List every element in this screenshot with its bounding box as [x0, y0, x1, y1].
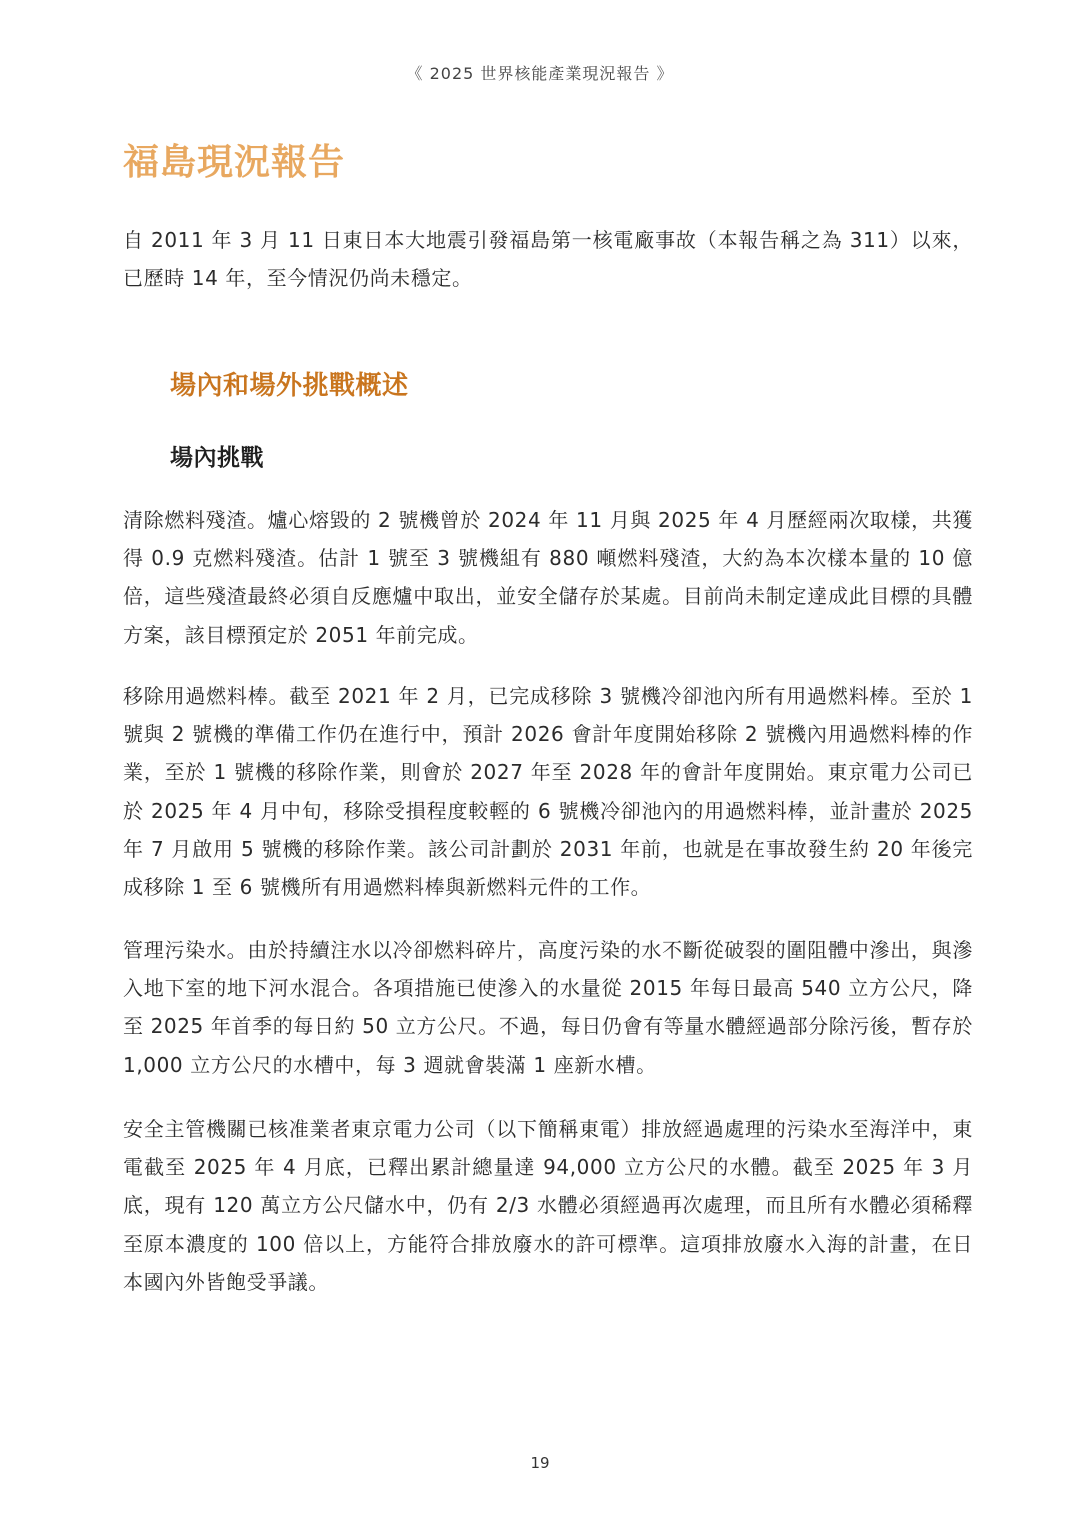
paragraph-spent-fuel: 移除用過燃料棒。截至 2021 年 2 月，已完成移除 3 號機冷卻池內所有用過燃料棒。至於 1 號與 2 號機的準備工作仍在進行中，預計 2026 會計年度開始移除 2 號機內用過燃料棒的作業，至於 1 號機的移除作業，則會於 2027 年至 2028 年的會計年度開始。東京電力公司已於 2025 年 4 月中旬，移除受損程度較輕的 6 號機冷卻池內的用過燃料棒，並計畫於 2025 年 7 月啟用 5 號機的移除作業。該公司計劃於 2031 年前，也就是在事故發生約 20 年後完成移除 1 至 6 號機所有用過燃料棒與新燃料元件的工作。 [123, 684, 973, 900]
running-header: 《 2025 世界核能產業現況報告 》 [406, 64, 674, 83]
section-heading: 場內和場外挑戰概述 [170, 371, 409, 401]
paragraph-fuel-debris: 清除燃料殘渣。爐心熔毀的 2 號機曾於 2024 年 11 月與 2025 年 4 月歷經兩次取樣，共獲得 0.9 克燃料殘渣。估計 1 號至 3 號機組有 880 噸燃料殘渣，大約為本次樣本量的 10 億倍，這些殘渣最終必須自反應爐中取出，並安全儲存於某處。目前尚未制定達成此目標的具體方案，該目標預定於 2051 年前完成。 [123, 508, 973, 647]
page-title: 福島現況報告 [123, 142, 346, 183]
paragraph-contaminated-water: 管理污染水。由於持續注水以冷卻燃料碎片，高度污染的水不斷從破裂的圍阻體中滲出，與滲入地下室的地下河水混合。各項措施已使滲入的水量從 2015 年每日最高 540 立方公尺，降至 2025 年首季的每日約 50 立方公尺。不過，每日仍會有等量水體經過部分除污後，暫存於 1,000 立方公尺的水槽中，每 3 週就會裝滿 1 座新水槽。 [123, 938, 973, 1077]
subsection-heading: 場內挑戰 [170, 445, 264, 471]
intro-paragraph: 自 2011 年 3 月 11 日東日本大地震引發福島第一核電廠事故（本報告稱之為 311）以來，已歷時 14 年，至今情況仍尚未穩定。 [123, 228, 973, 291]
page-number: 19 [530, 1454, 550, 1472]
paragraph-water-discharge: 安全主管機關已核准業者東京電力公司（以下簡稱東電）排放經過處理的污染水至海洋中，東電截至 2025 年 4 月底，已釋出累計總量達 94,000 立方公尺的水體。截至 2025 年 3 月底，現有 120 萬立方公尺儲水中，仍有 2/3 水體必須經過再次處理，而且所有水體必須稀釋至原本濃度的 100 倍以上，方能符合排放廢水的許可標準。這項排放廢水入海的計畫，在日本國內外皆飽受爭議。 [123, 1117, 973, 1294]
